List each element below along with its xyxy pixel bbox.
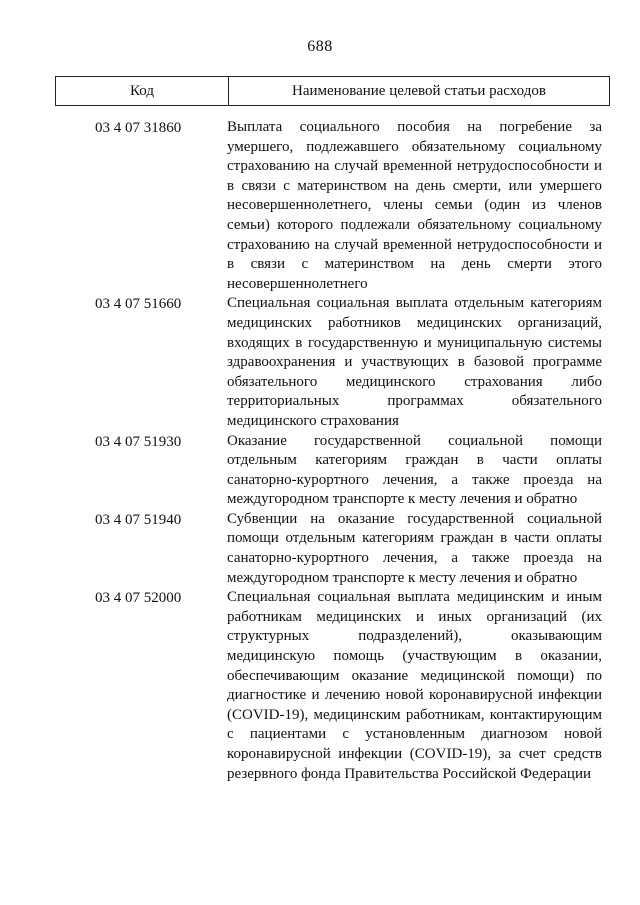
table-row <box>95 294 605 431</box>
table-body <box>95 118 605 784</box>
row-code: 03 4 07 52000 <box>95 590 182 607</box>
table-row <box>95 510 605 588</box>
row-code: 03 4 07 31860 <box>95 120 182 136</box>
header-name: Наименование целевой статьи расходов <box>292 82 546 99</box>
row-text: Специальная социальная выплата отдельным категориям медицинских работников медицинских организаций, входящих в государственную и муниципальную системы здравоохранения и участвующих в базовой программе обязательного медицинского страхования либо территориальных программах обязательного медицинского страхования <box>227 295 602 429</box>
row-code: 03 4 07 51940 <box>95 511 182 528</box>
page-number: 688 <box>307 38 333 55</box>
row-text: Специальная социальная выплата медицинским и иным работникам медицинских и иных организаций (их структурных подразделений), оказывающим медицинскую помощь (участвующим в оказании, обеспечивающим оказание медицинской помощи) по диагностике и лечению новой коронавирусной инфекции (COVID-19), медицинским работникам, контактирующим с пациентами с установленным диагнозом новой коронавирусной инфекции (COVID-19), за счет средств резервного фонда Правительства Российской Федерации <box>227 589 602 782</box>
row-code: 03 4 07 51930 <box>95 433 182 450</box>
table-row <box>95 118 605 294</box>
row-text: Оказание государственной социальной помощи отдельным категориям граждан в части оплаты санаторно-курортного лечения, а также проезда на междугородном транспорте к месту лечения и обратно <box>227 432 602 508</box>
row-text: Субвенции на оказание государственной социальной помощи отдельным категориям граждан в части оплаты санаторно-курортного лечения, а также проезда на междугородном транспорте к месту лечения и обратно <box>227 510 602 586</box>
header-code: Код <box>56 77 229 105</box>
row-code: 03 4 07 51660 <box>95 296 182 313</box>
table-row <box>95 588 605 784</box>
row-text: Выплата социального пособия на погребение за умершего, подлежавшего обязательному социальному страхованию на случай временной нетрудоспособности и в связи с материнством на день смерти, или умершего несовершеннолетнего, члены семьи (один из членов семьи) которого подлежали обязательному социальному страхованию на случай временной нетрудоспособности и в связи с материнством на день смерти этого несовершеннолетнего <box>227 119 602 292</box>
table-header <box>55 76 610 106</box>
table-row <box>95 432 605 510</box>
